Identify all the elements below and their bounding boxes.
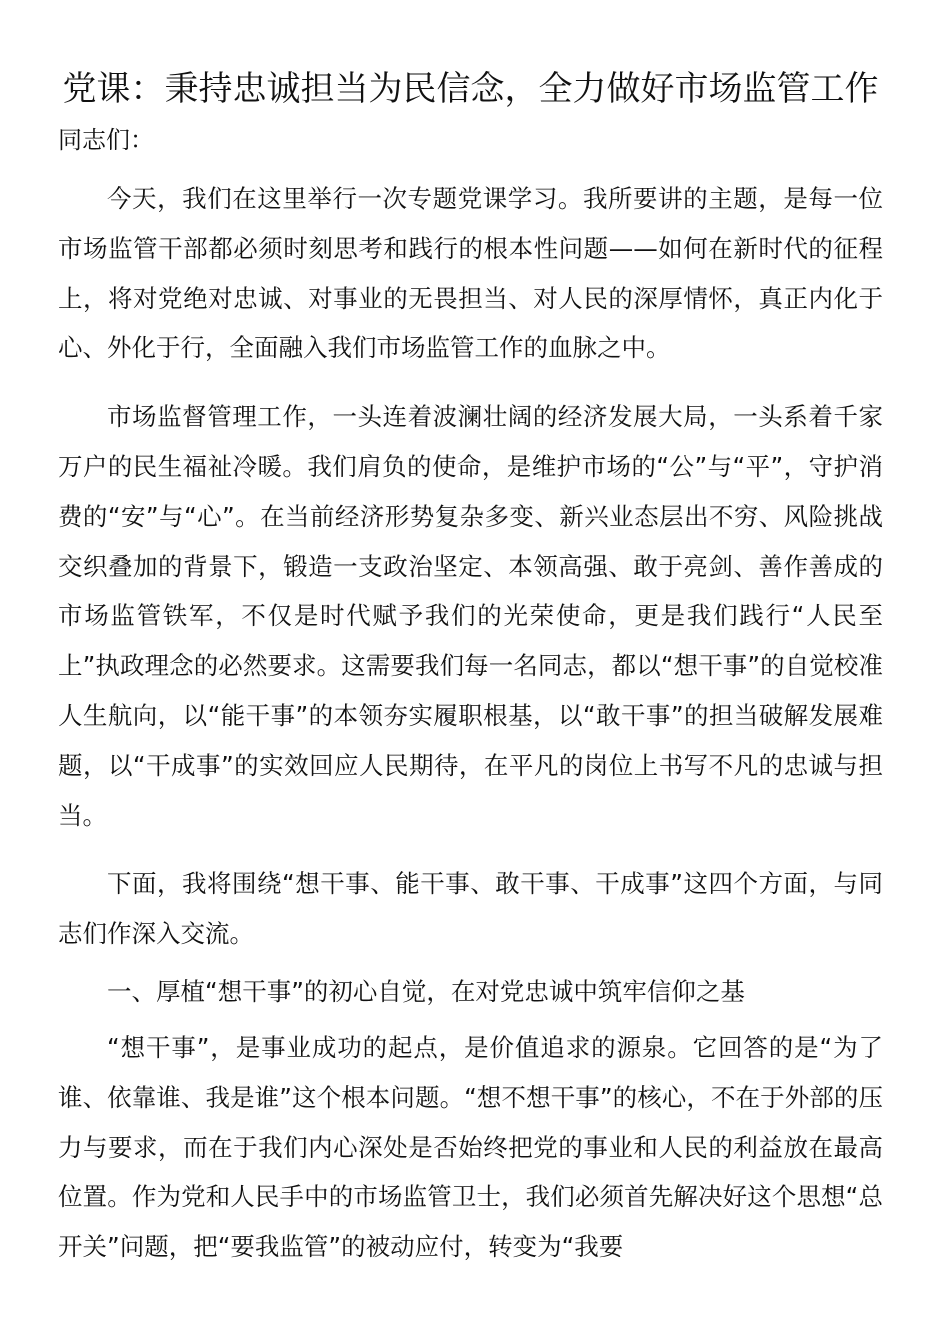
paragraph-outline: 下面，我将围绕“想干事、能干事、敢干事、干成事”这四个方面，与同志们作深入交流。: [58, 869, 883, 949]
salutation: 同志们：: [58, 126, 154, 154]
paragraph-mission: 市场监督管理工作，一头连着波澜壮阔的经济发展大局，一头系着千家万户的民生福祉冷暖。我们肩负的使命，是维护市场的“公”与“平”，守护消费的“安”与“心”。在当前经济形势复杂多变、新兴业态层出不穷、风险挑战交织叠加的背景下，锻造一支政治坚定、本领高强、敢于亮剑、善作善成的市场监管铁军，不仅是时代赋予我们的光荣使命，更是我们践行“人民至上”执政理念的必然要求。这需要我们每一名同志，都以“想干事”的自觉校准人生航向，以“能干事”的本领夯实履职根基，以“敢干事”的担当破解发展难题，以“干成事”的实效回应人民期待，在平凡的岗位上书写不凡的忠诚与担当。: [58, 402, 883, 830]
paragraph-intro: 今天，我们在这里举行一次专题党课学习。我所要讲的主题，是每一位市场监管干部都必须时刻思考和践行的根本性问题——如何在新时代的征程上，将对党绝对忠诚、对事业的无畏担当、对人民的深厚情怀，真正内化于心、外化于行，全面融入我们市场监管工作的血脉之中。: [58, 184, 883, 363]
paragraph-section-1: “想干事”，是事业成功的起点，是价值追求的源泉。它回答的是“为了谁、依靠谁、我是谁”这个根本问题。“想不想干事”的核心，不在于外部的压力与要求，而在于我们内心深处是否始终把党的事业和人民的利益放在最高位置。作为党和人民手中的市场监管卫士，我们必须首先解决好这个思想“总开关”问题，把“要我监管”的被动应付，转变为“我要: [58, 1032, 883, 1262]
document-title: 党课：秉持忠诚担当为民信念，全力做好市场监管工作: [62, 69, 879, 109]
section-heading-1: 一、厚植“想干事”的初心自觉，在对党忠诚中筑牢信仰之基: [107, 976, 745, 1006]
document-page: [58, 66, 883, 1272]
